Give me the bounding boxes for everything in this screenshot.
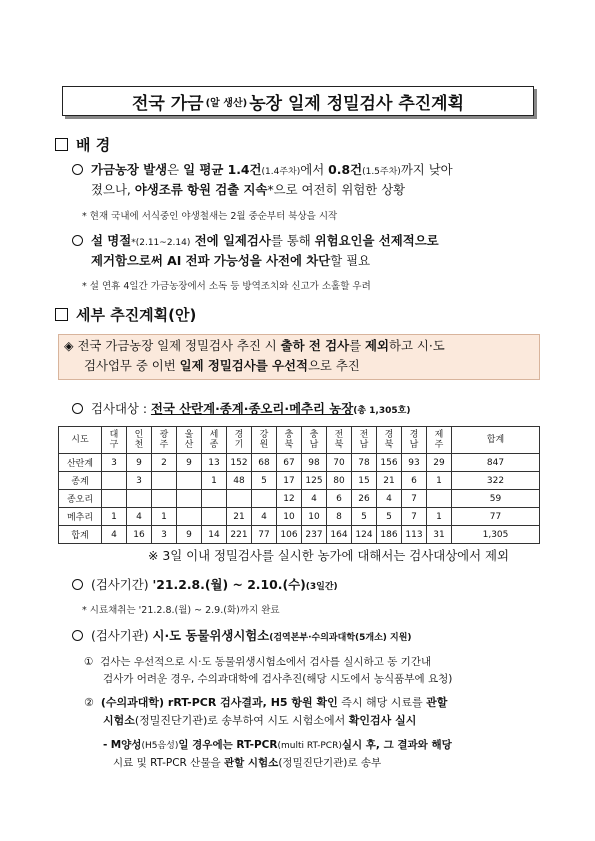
table-cell: 7 bbox=[402, 490, 427, 508]
table-cell: 67 bbox=[277, 454, 302, 472]
table-cell: 59 bbox=[452, 490, 540, 508]
table-header-cell: 강 원 bbox=[252, 427, 277, 454]
table-header-cell: 합계 bbox=[452, 427, 540, 454]
table-note: ※ 3일 이내 정밀검사를 실시한 농가에 대해서는 검사대상에서 제외 bbox=[148, 548, 509, 563]
table-cell: 29 bbox=[427, 454, 452, 472]
detail-item-1-cont: 검사가 어려운 경우, 수의과대학에 검사추진(해당 시도에서 농식품부에 요청) bbox=[103, 673, 453, 685]
table-row bbox=[59, 526, 540, 544]
table-cell: 124 bbox=[352, 526, 377, 544]
table-cell bbox=[127, 490, 152, 508]
table-cell: 1 bbox=[102, 508, 127, 526]
circle-bullet-icon bbox=[72, 403, 83, 414]
table-cell: 5 bbox=[252, 472, 277, 490]
agency-line: (검사기관) 시·도 동물위생시험소(검역본부·수의과대학(5개소) 지원) bbox=[72, 626, 412, 648]
table-cell: 3 bbox=[152, 526, 177, 544]
table-row-header: 합계 bbox=[59, 526, 102, 544]
table-cell: 4 bbox=[302, 490, 327, 508]
table-header-cell: 경 북 bbox=[377, 427, 402, 454]
table-cell bbox=[102, 490, 127, 508]
table-cell bbox=[177, 472, 202, 490]
table-cell: 221 bbox=[227, 526, 252, 544]
table-cell: 48 bbox=[227, 472, 252, 490]
background-item-1-cont: 졌으나, 야생조류 항원 검출 지속*으로 여전히 위험한 상황 bbox=[91, 182, 406, 197]
table-header-cell: 전 남 bbox=[352, 427, 377, 454]
table-cell bbox=[227, 490, 252, 508]
table-header-cell: 충 남 bbox=[302, 427, 327, 454]
table-header-cell: 전 북 bbox=[327, 427, 352, 454]
table-cell bbox=[202, 490, 227, 508]
table-cell: 12 bbox=[277, 490, 302, 508]
background-item-1: 가금농장 발생은 일 평균 1.4건(1.4주차)에서 0.8건(1.5주차)까지 낮아 bbox=[72, 160, 453, 182]
table-cell: 9 bbox=[127, 454, 152, 472]
table-header-cell: 제 주 bbox=[427, 427, 452, 454]
table-header-cell: 광 주 bbox=[152, 427, 177, 454]
table-cell: 17 bbox=[277, 472, 302, 490]
target-line: 검사대상 : 전국 산란계·종계·종오리·메추리 농장(총 1,305호) bbox=[72, 399, 410, 421]
table-cell: 10 bbox=[302, 508, 327, 526]
table-cell: 26 bbox=[352, 490, 377, 508]
table-cell: 70 bbox=[327, 454, 352, 472]
table-header-cell: 대 구 bbox=[102, 427, 127, 454]
circle-bullet-icon bbox=[72, 630, 83, 641]
table-cell: 152 bbox=[227, 454, 252, 472]
detail-item-3: - M양성(H5음성)일 경우에는 RT-PCR(multi RT-PCR)실시 후, 그 결과와 해당 bbox=[103, 739, 452, 751]
table-cell: 6 bbox=[327, 490, 352, 508]
table-cell: 1 bbox=[427, 472, 452, 490]
table-cell bbox=[202, 508, 227, 526]
table-cell: 1 bbox=[152, 508, 177, 526]
table-cell: 7 bbox=[402, 508, 427, 526]
table-cell: 31 bbox=[427, 526, 452, 544]
table-cell: 98 bbox=[302, 454, 327, 472]
table-cell: 80 bbox=[327, 472, 352, 490]
detail-item-3-cont: 시료 및 RT-PCR 산물을 관할 시험소(정밀진단기관)로 송부 bbox=[113, 757, 382, 769]
table-cell: 10 bbox=[277, 508, 302, 526]
table-cell: 1 bbox=[202, 472, 227, 490]
table-cell: 13 bbox=[202, 454, 227, 472]
circle-bullet-icon bbox=[72, 235, 83, 246]
section-label: 세부 추진계획(안) bbox=[76, 306, 197, 324]
table-cell: 5 bbox=[352, 508, 377, 526]
table-row-header: 종계 bbox=[59, 472, 102, 490]
title-text-b: 농장 일제 정밀검사 추진계획 bbox=[249, 93, 465, 114]
table-cell: 9 bbox=[177, 526, 202, 544]
table-cell: 113 bbox=[402, 526, 427, 544]
table-header-row bbox=[59, 427, 540, 454]
table-row bbox=[59, 508, 540, 526]
table-header-cell: 시도 bbox=[59, 427, 102, 454]
table-cell: 9 bbox=[177, 454, 202, 472]
table-cell: 3 bbox=[127, 472, 152, 490]
table-cell: 186 bbox=[377, 526, 402, 544]
checkbox-square-icon bbox=[55, 308, 68, 321]
table-cell: 106 bbox=[277, 526, 302, 544]
farm-count-table bbox=[58, 426, 540, 544]
table-cell: 125 bbox=[302, 472, 327, 490]
table-cell: 14 bbox=[202, 526, 227, 544]
table-cell: 5 bbox=[377, 508, 402, 526]
section-label: 배 경 bbox=[76, 136, 111, 154]
table-cell: 1 bbox=[427, 508, 452, 526]
detail-item-2: ② (수의과대학) rRT-PCR 검사결과, H5 항원 확인 즉시 해당 시료를 관할 bbox=[84, 696, 448, 709]
detail-item-1: ① 검사는 우선적으로 시·도 동물위생시험소에서 검사를 실시하고 동 기간내 bbox=[84, 656, 432, 668]
table-cell: 78 bbox=[352, 454, 377, 472]
period-line: (검사기간) '21.2.8.(월) ~ 2.10.(수)(3일간) bbox=[72, 575, 338, 597]
table-cell: 77 bbox=[452, 508, 540, 526]
detail-item-2-cont: 시험소(정밀진단기관)로 송부하여 시도 시험소에서 확인검사 실시 bbox=[103, 714, 417, 727]
table-cell: 3 bbox=[102, 454, 127, 472]
table-cell: 322 bbox=[452, 472, 540, 490]
table-cell: 16 bbox=[127, 526, 152, 544]
section-background-heading bbox=[55, 134, 110, 155]
table-cell bbox=[252, 490, 277, 508]
table-cell: 4 bbox=[377, 490, 402, 508]
table-cell: 68 bbox=[252, 454, 277, 472]
table-row bbox=[59, 490, 540, 508]
page-title bbox=[62, 86, 534, 116]
title-text-a: 전국 가금 bbox=[131, 93, 204, 114]
background-item-2: 설 명절*(2.11~2.14) 전에 일제검사를 통해 위험요인을 선제적으로 bbox=[72, 231, 439, 253]
table-row-header: 종오리 bbox=[59, 490, 102, 508]
table-row-header: 메추리 bbox=[59, 508, 102, 526]
title-small: (알 생산) bbox=[205, 97, 248, 109]
circle-bullet-icon bbox=[72, 579, 83, 590]
table-cell: 93 bbox=[402, 454, 427, 472]
table-header-cell: 경 남 bbox=[402, 427, 427, 454]
table-row bbox=[59, 454, 540, 472]
table-cell bbox=[152, 490, 177, 508]
table-header-cell: 경 기 bbox=[227, 427, 252, 454]
table-cell bbox=[152, 472, 177, 490]
table-cell: 15 bbox=[352, 472, 377, 490]
table-cell: 8 bbox=[327, 508, 352, 526]
table-cell: 21 bbox=[377, 472, 402, 490]
table-cell: 847 bbox=[452, 454, 540, 472]
table-cell: 77 bbox=[252, 526, 277, 544]
table-cell bbox=[427, 490, 452, 508]
table-cell: 164 bbox=[327, 526, 352, 544]
table-cell bbox=[177, 490, 202, 508]
table-row bbox=[59, 472, 540, 490]
table-header-cell: 세 종 bbox=[202, 427, 227, 454]
highlight-line-2: 검사업무 중 이번 일제 정밀검사를 우선적으로 추진 bbox=[84, 358, 360, 373]
table-header-cell: 충 북 bbox=[277, 427, 302, 454]
table-header-cell: 울 산 bbox=[177, 427, 202, 454]
circle-bullet-icon bbox=[72, 164, 83, 175]
table-cell: 2 bbox=[152, 454, 177, 472]
background-item-2-cont: 제거함으로써 AI 전파 가능성을 사전에 차단할 필요 bbox=[91, 253, 371, 268]
table-cell: 156 bbox=[377, 454, 402, 472]
checkbox-square-icon bbox=[55, 138, 68, 151]
footnote-1: * 현재 국내에 서식중인 야생철새는 2월 중순부터 북상을 시작 bbox=[82, 211, 338, 222]
table-header-cell: 인 천 bbox=[127, 427, 152, 454]
table-row-header: 산란계 bbox=[59, 454, 102, 472]
table-cell: 4 bbox=[252, 508, 277, 526]
table-cell bbox=[102, 472, 127, 490]
footnote-2: * 설 연휴 4일간 가금농장에서 소독 등 방역조치와 신고가 소홀할 우려 bbox=[82, 281, 371, 292]
table-cell: 1,305 bbox=[452, 526, 540, 544]
section-plan-heading bbox=[55, 304, 196, 325]
table-cell: 4 bbox=[127, 508, 152, 526]
table-cell: 4 bbox=[102, 526, 127, 544]
table-cell: 237 bbox=[302, 526, 327, 544]
table-cell: 21 bbox=[227, 508, 252, 526]
table-cell bbox=[177, 508, 202, 526]
table-cell: 6 bbox=[402, 472, 427, 490]
period-footnote: * 시료채취는 '21.2.8.(월) ~ 2.9.(화)까지 완료 bbox=[82, 605, 280, 616]
highlight-line-1: ◈ 전국 가금농장 일제 정밀검사 추진 시 출하 전 검사를 제외하고 시·도 bbox=[64, 338, 445, 353]
